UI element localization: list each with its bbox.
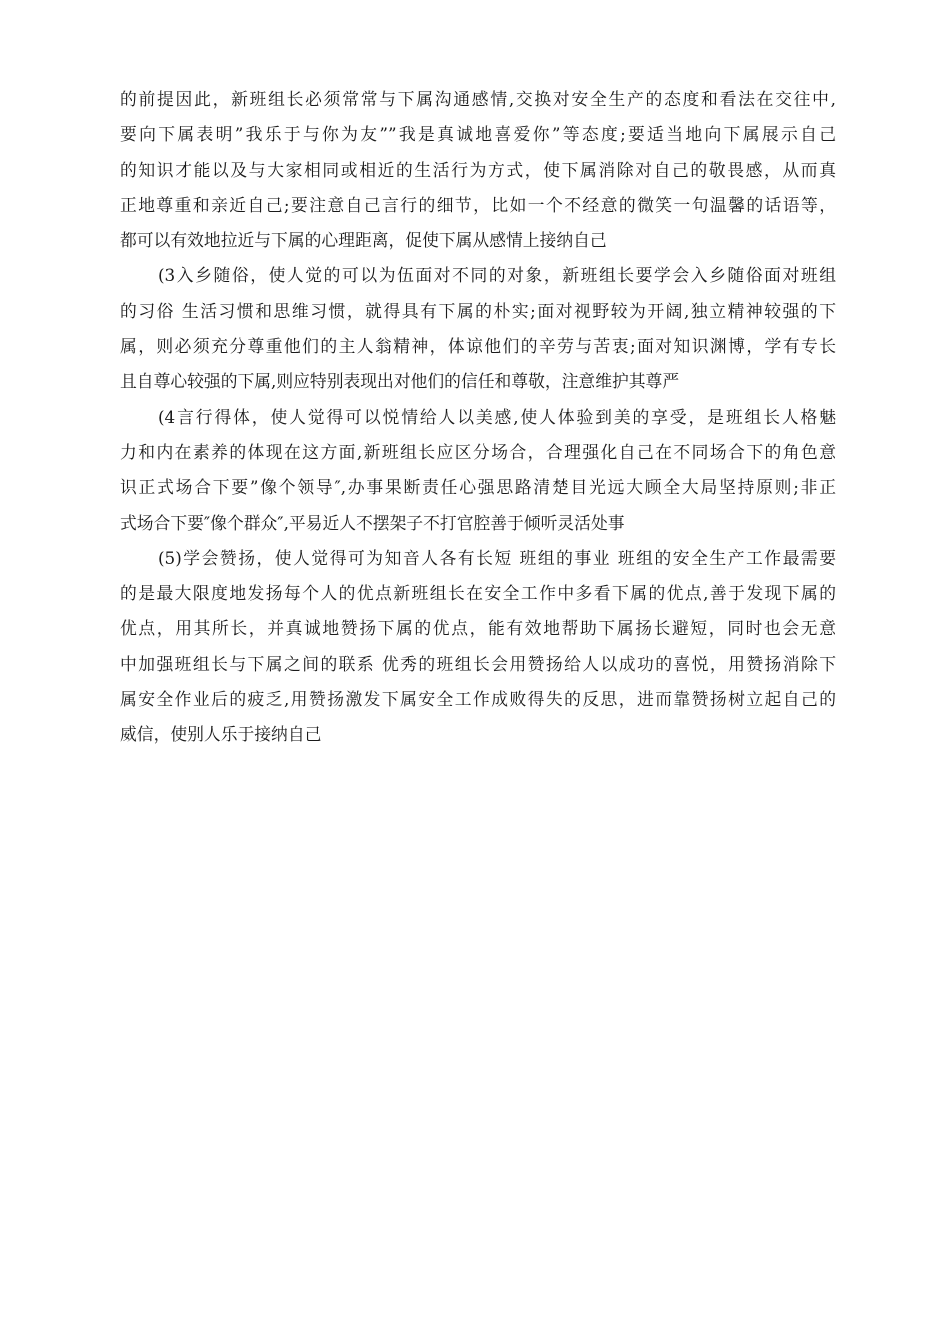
text-line: 优点，用其所长，并真诚地赞扬下属的优点，能有效地帮助下属扬长避短，同时也会无意 xyxy=(120,618,836,639)
text-line: 识正式场合下要”像个领导″,办事果断责任心强思路清楚目光远大顾全大局坚持原则;非正 xyxy=(120,477,836,498)
text-line: 的前提因此，新班组长必须常常与下属沟通感情,交换对安全生产的态度和看法在交往中, xyxy=(120,89,836,109)
text-line: 的是最大限度地发扬每个人的优点新班组长在安全工作中多看下属的优点,善于发现下属的 xyxy=(120,583,836,604)
text-line: 威信，使别人乐于接纳自己 xyxy=(120,724,322,745)
text-line: 中加强班组长与下属之间的联系 优秀的班组长会用赞扬给人以成功的喜悦，用赞扬消除下 xyxy=(120,653,836,674)
text-line: 都可以有效地拉近与下属的心理距离，促使下属从感情上接纳自己 xyxy=(120,230,607,251)
paragraph-1 xyxy=(120,82,836,258)
text-line: 正地尊重和亲近自己;要注意自己言行的细节，比如一个不经意的微笑一句温馨的话语等， xyxy=(120,194,836,215)
text-line: 力和内在素养的体现在这方面,新班组长应区分场合，合理强化自己在不同场合下的角色意 xyxy=(120,441,836,462)
text-line: (5)学会赞扬，使人觉得可为知音人各有长短 班组的事业 班组的安全生产工作最需要 xyxy=(158,547,836,568)
text-line: 的习俗 生活习惯和思维习惯，就得具有下属的朴实;面对视野较为开阔,独立精神较强的下 xyxy=(120,300,836,321)
text-line: 要向下属表明”我乐于与你为友””我是真诚地喜爱你”等态度;要适当地向下属展示自己 xyxy=(120,124,836,145)
text-line: 且自尊心较强的下属,则应特别表现出对他们的信任和尊敬，注意维护其尊严 xyxy=(120,371,680,392)
document-body xyxy=(120,82,836,753)
text-line: (3入乡随俗，使人觉的可以为伍面对不同的对象，新班组长要学会入乡随俗面对班组 xyxy=(158,265,836,286)
paragraph-3 xyxy=(120,400,836,541)
paragraph-2 xyxy=(120,258,836,399)
text-line: 的知识才能以及与大家相同或相近的生活行为方式，使下属消除对自己的敬畏感，从而真 xyxy=(120,159,836,180)
text-line: (4言行得体，使人觉得可以悦情给人以美感,使人体验到美的享受，是班组长人格魅 xyxy=(158,406,836,427)
text-line: 属安全作业后的疲乏,用赞扬激发下属安全工作成败得失的反思，进而靠赞扬树立起自己的 xyxy=(120,689,836,710)
paragraph-4 xyxy=(120,541,836,753)
text-line: 属，则必须充分尊重他们的主人翁精神，体谅他们的辛劳与苦衷;面对知识渊博，学有专长 xyxy=(120,336,836,357)
text-line: 式场合下要″像个群众″,平易近人不摆架子不打官腔善于倾听灵活处事 xyxy=(120,512,625,533)
